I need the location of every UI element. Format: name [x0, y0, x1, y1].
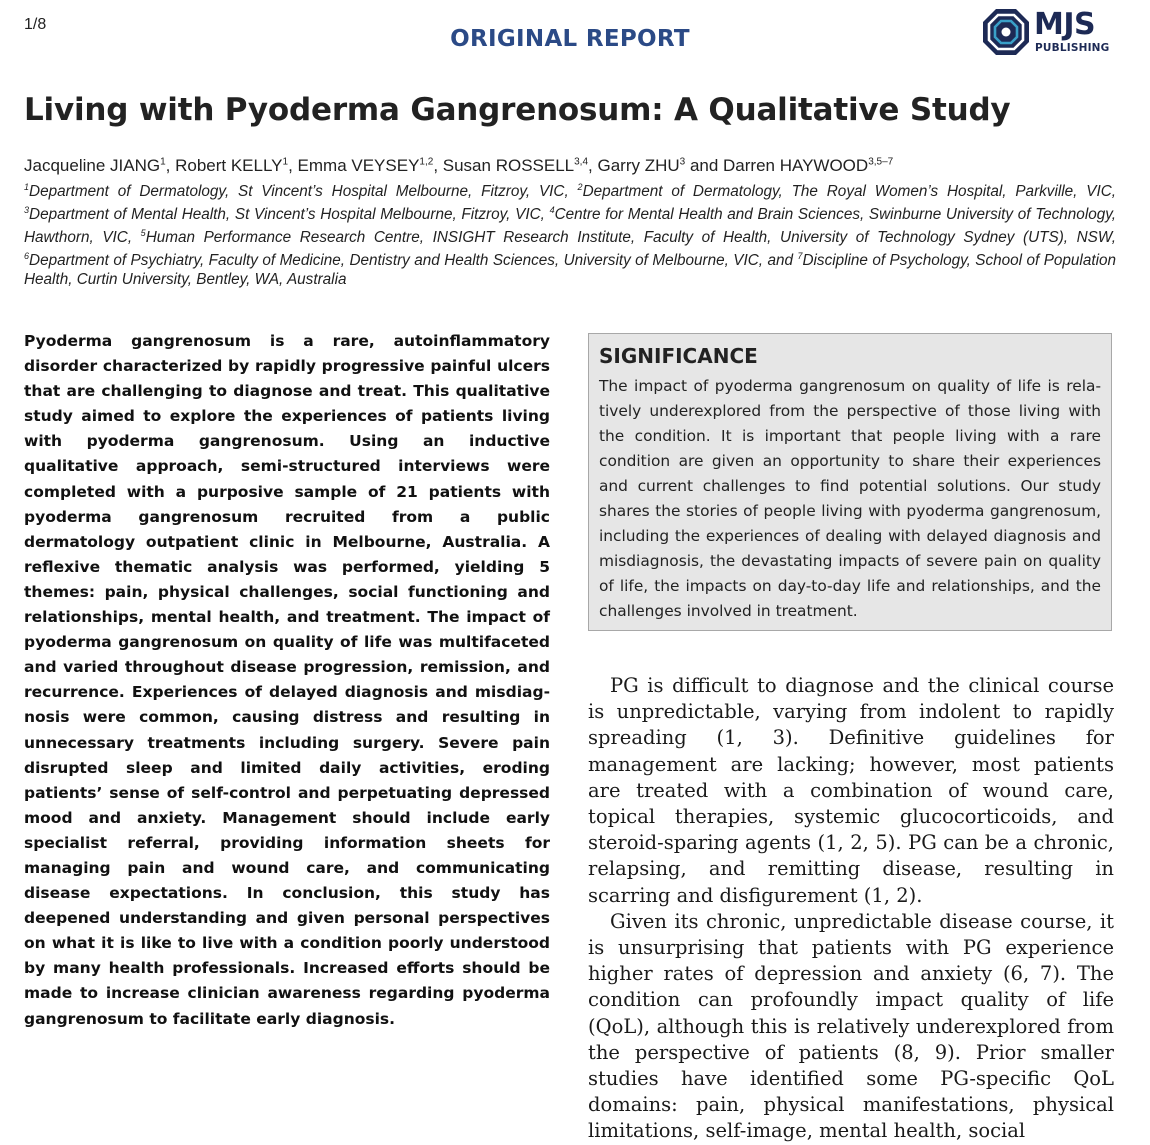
author-name: Susan ROSSELL [442, 156, 575, 175]
author-name: Garry ZHU [597, 156, 680, 175]
author-separator: and [685, 156, 724, 175]
publisher-subtitle: PUBLISHING [1035, 42, 1110, 54]
affiliation-text: Department of Psychiatry, Faculty of Medicine, Dentistry and Health Sciences, University of Melbourne, VIC, and [29, 252, 798, 270]
affiliation-marker: 6 [24, 251, 30, 262]
affiliations [24, 178, 1116, 289]
body-paragraph: Given its chronic, unpredictable disease course, it is unsurprising that patients with PG experience higher rates of depression and anxiety (6, 7). The condition can profoundly impact quality of life (QoL), although this is relatively underexplored from the perspective of patients (8, 9). Prior smaller studies have identified some PG-specific QoL domains: pain, physical manifestations, physical limitations, self-image, mental health, social [588, 909, 1114, 1143]
affiliation-marker: 5 [140, 228, 146, 239]
affiliation-marker: 1 [24, 182, 30, 192]
affiliation-marker: 3 [24, 205, 30, 216]
publisher-logo [982, 8, 1122, 58]
report-type-label: ORIGINAL REPORT [450, 26, 690, 52]
affiliation-text: Human Performance Research Centre, INSIGHT Research Institute, Faculty of Health, University of Technology Sydney (UTS), NSW, [145, 229, 1117, 247]
author-affiliation-marker: 1 [282, 156, 289, 168]
publisher-name: MJS [1034, 7, 1096, 42]
author-affiliation-marker: 3 [679, 156, 686, 168]
significance-box [588, 333, 1112, 631]
significance-text: The impact of pyoderma gangrenosum on quality of life is relatively underexplored from the perspective of those living with the condition. It is important that people living with a rare condition are given an opportunity to share their experiences and current challenges to find potential solutions. Our study shares the stories of people living with pyoderma gangrenosum, including the experiences of dealing with delayed diagnosis and misdiagnosis, the devastating impacts of severe pain on quality of life, the impacts on day-to-day life and relationships, and the challenges involved in treatment. [599, 377, 1101, 620]
significance-title: SIGNIFICANCE [599, 344, 758, 368]
author-separator: , [288, 156, 298, 175]
author-separator: , [165, 156, 176, 175]
affiliation-text: Department of Dermatology, The Royal Women’s Hospital, Parkville, VIC, [582, 183, 1116, 201]
author-separator: , [588, 156, 598, 175]
body-paragraph: PG is difficult to diagnose and the clinical course is unpredictable, varying from indolent to rapidly spreading (1, 3). Definitive guidelines for management are lacking; however, most patients are treated with a combination of wound care, topical therapies, systemic glucocorticoids, and steroid-sparing agents (1, 2, 5). PG can be a chronic, relapsing, and remitting disease, resulting in scarring and disfigurement (1, 2). [588, 674, 1114, 907]
affiliation-text: Department of Mental Health, St Vincent’s Hospital Melbourne, Fitzroy, VIC, [29, 206, 550, 224]
body-text [588, 673, 1114, 1145]
author-name: Robert KELLY [175, 156, 283, 175]
author-name: Darren HAYWOOD [723, 156, 869, 175]
affiliation-marker: 4 [549, 205, 555, 216]
affiliation-text: Centre for Mental Health and Brain Sciences, Swinburne University of Technology, Hawthorn, VIC, [24, 206, 1116, 247]
publisher-logo-icon [982, 8, 1030, 56]
page-number: 1/8 [24, 16, 47, 33]
author-name: Jacqueline JIANG [24, 156, 161, 175]
author-separator: , [433, 156, 443, 175]
author-name: Emma VEYSEY [297, 156, 420, 175]
affiliation-text: Department of Dermatology, St Vincent’s Hospital Melbourne, Fitzroy, VIC, [29, 183, 578, 201]
abstract: Pyoderma gangrenosum is a rare, autoinflammatory disorder characterized by rapidly progressive painful ulcers that are challenging to diagnose and treat. This qualitative study aimed to explore the experiences of patients living with pyoderma gangrenosum. Using an inductive qualitative approach, semi-structured interviews were completed with a purposive sample of 21 patients with pyoderma gangrenosum recruited from a public dermatology outpatient clinic in Melbourne, Australia. A reflexive thematic analysis was performed, yielding 5 themes: pain, physical challenges, social functioning and relationships, mental health, and treatment. The impact of pyoderma gangrenosum on quality of life was multifaceted and varied throughout disease progression, remission, and recurrence. Experiences of delayed diagnosis and misdiagnosis were common, causing distress and resulting in unnecessary treatments including surgery. Severe pain disrupted sleep and limited daily activities, eroding patients’ sense of self-control and perpetuating depressed mood and anxiety. Management should include early specialist referral, providing information sheets for managing pain and wound care, and communicating disease expectations. In conclusion, this study has deepened understanding and given personal perspectives on what it is like to live with a condition poorly understood by many health professionals. Increased efforts should be made to increase clinician awareness regarding pyoderma gangrenosum to facilitate early diagnosis. [24, 332, 550, 1028]
author-affiliation-marker: 3,4 [574, 156, 589, 168]
author-list [24, 156, 1134, 176]
affiliation-text: Discipline of Psychology, School of Population Health, Curtin University, Bentley, WA, Australia [24, 252, 1116, 289]
author-affiliation-marker: 3,5–7 [868, 156, 894, 168]
affiliation-marker: 7 [797, 251, 803, 262]
article-title: Living with Pyoderma Gangrenosum: A Qualitative Study [24, 92, 1011, 128]
affiliation-marker: 2 [577, 182, 583, 192]
author-affiliation-marker: 1,2 [419, 156, 434, 168]
author-affiliation-marker: 1 [160, 156, 166, 168]
